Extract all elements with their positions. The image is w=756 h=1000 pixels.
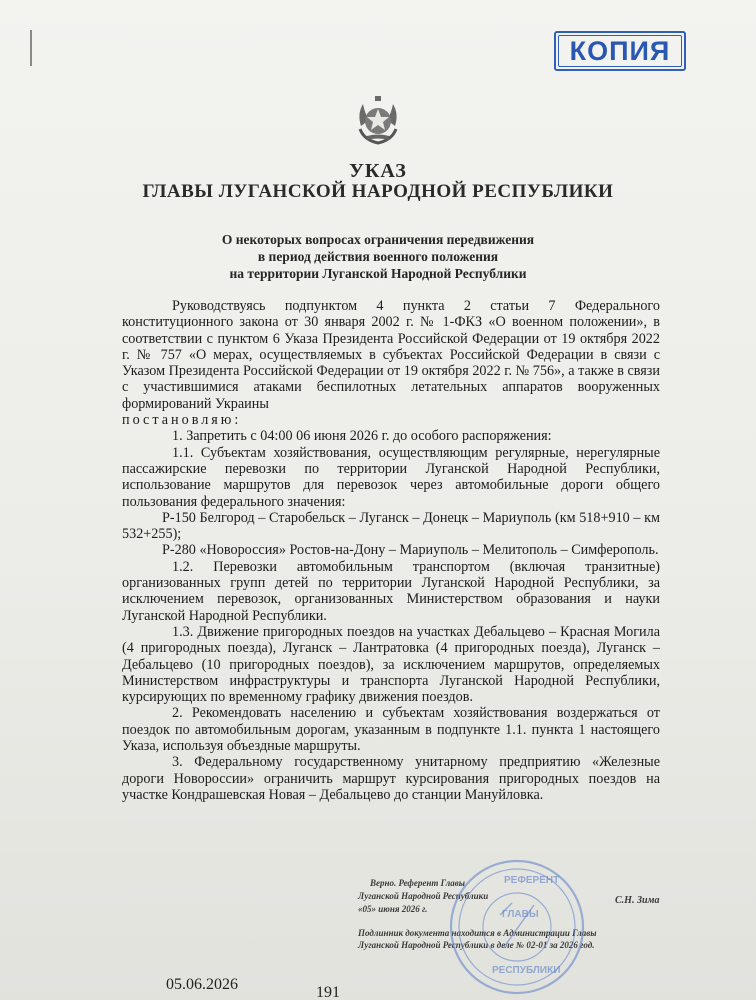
item-2: 2. Рекомендовать населению и субъектам хозяйствования воздержаться от поездок по автомобильным дорогам, указанным в подпункте 1.1. пункта 1 настоящего Указа, используя объездные маршруты. (122, 705, 660, 755)
seal-text: РЕСПУБЛИКИ (492, 965, 561, 976)
route-p150: Р-150 Белгород – Старобельск – Луганск – Донецк – Мариуполь (км 518+910 – км 532+255); (122, 509, 660, 543)
archive-note-line: Подлинник документа находится в Администрации Главы (358, 928, 597, 938)
signer-name: С.Н. Зима (615, 895, 660, 906)
footer-date: 05.06.2026 (166, 976, 238, 993)
document-type-title: УКАЗ (349, 160, 407, 182)
item-1: 1. Запретить с 04:00 06 июня 2026 г. до особого распоряжения: (172, 428, 552, 445)
decree-subject (0, 231, 756, 282)
copy-stamp (554, 31, 686, 71)
item-1-2: 1.2. Перевозки автомобильным транспортом (включая транзитные) организованных групп детей по территории Луганской Народной Республики, за исключением перевозок, организованных Министерством образования и науки Луганской Народной Республики. (122, 558, 660, 624)
decree-word: постановляю: (122, 412, 242, 429)
certification-line: Верно. Референт Главы (370, 878, 465, 888)
issuer-title: ГЛАВЫ ЛУГАНСКОЙ НАРОДНОЙ РЕСПУБЛИКИ (142, 181, 614, 202)
certification-date: «05» июня 2026 г. (358, 904, 428, 914)
subject-line: на территории Луганской Народной Республики (229, 266, 527, 281)
margin-mark (30, 30, 32, 66)
subject-line: в период действия военного положения (257, 249, 499, 264)
subject-line: О некоторых вопросах ограничения передвижения (221, 232, 535, 247)
decree-body (122, 298, 660, 803)
page-number: 191 (316, 984, 340, 1000)
seal-text: РЕФЕРЕНТ (504, 875, 560, 886)
route-p280: Р-280 «Новороссия» Ростов-на-Дону – Мариуполь – Мелитополь – Симферополь. (162, 542, 659, 559)
item-1-1: 1.1. Субъектам хозяйствования, осуществляющим регулярные, нерегулярные пассажирские перевозки по территории Луганской Народной Республики, использование маршрутов для перевозок через автомобильные дороги общего пользования федерального значения: (122, 444, 660, 510)
official-seal (442, 855, 592, 1000)
archive-note-line: Луганской Народной Республики в деле № 02-01 за 2026 год. (358, 940, 595, 950)
copy-stamp-label: КОПИЯ (558, 35, 682, 67)
preamble-paragraph: Руководствуясь подпунктом 4 пункта 2 статьи 7 Федерального конституционного закона от 30 января 2002 г. № 1-ФКЗ «О военном положении», в соответствии с пунктом 6 Указа Президента Российской Федерации от 19 октября 2022 г. № 757 «О мерах, осуществляемых в субъектах Российской Федерации в связи с Указом Президента Российской Федерации от 19 октября 2022 г. № 756», а также в связи с участившимися атаками беспилотных летательных аппаратов вооруженных формирований Украины (122, 298, 660, 412)
item-1-3: 1.3. Движение пригородных поездов на участках Дебальцево – Красная Могила (4 пригородных поезда), Луганск – Лантратовка (4 пригородных поезда), Луганск – Дебальцево (10 пригородных поездов), за исключением маршрутов, определяемых Министерством инфраструктуры и транспорта Луганской Народной Республики, курсирующих по временному графику движения поездов. (122, 623, 660, 706)
item-3: 3. Федеральному государственному унитарному предприятию «Железные дороги Новороссии» ограничить маршрут курсирования пригородных поездов на участке Кондрашевская Новая – Дебальцево до станции Мануйловка. (122, 754, 660, 803)
certification-line: Луганской Народной Республики (358, 891, 489, 901)
coat-of-arms-emblem (355, 96, 401, 146)
seal-text: ГЛАВЫ (502, 909, 539, 920)
